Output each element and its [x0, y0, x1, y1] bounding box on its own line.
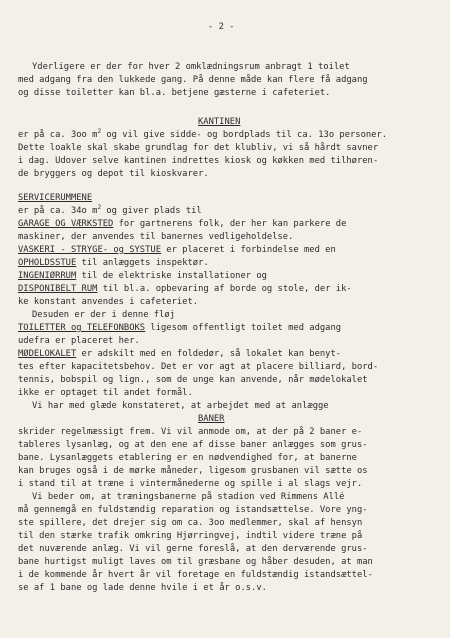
text-run: bane. Lysanlæggets etablering er en nødvendighed for, at banerne	[18, 453, 357, 463]
text-run: og vil give sidde- og bordplads til ca. 13o personer.	[101, 130, 388, 140]
text-line	[18, 206, 202, 217]
underlined-heading: KANTINEN	[198, 117, 241, 127]
text-run: bane hurtigst muligt laves om til græsbane og håber desuden, at man	[18, 557, 373, 567]
text-line	[18, 440, 368, 451]
text-line	[18, 544, 368, 555]
text-run: er på ca. 3oo m	[18, 130, 98, 140]
text-line	[18, 232, 293, 243]
text-line	[18, 88, 330, 99]
text-run: må gennemgå en fuldstændig reparation og istandsættelse. Vore yng-	[18, 505, 368, 515]
text-line	[32, 310, 175, 321]
text-line	[18, 156, 378, 167]
text-run: i de kommende år hvert år vil foretage en fuldstændig istandsættel-	[18, 570, 373, 580]
text-run: i stand til at træne i vintermånederne og spille i al slags vejr.	[18, 479, 363, 489]
underlined-heading: TOILETTER og TELEFONBOKS	[18, 323, 146, 333]
text-line	[18, 245, 336, 256]
text-run: for gartnerens folk, der her kan parkere de	[113, 219, 347, 229]
text-run: til de elektriske installationer og	[76, 271, 267, 281]
text-line	[198, 117, 240, 128]
text-line	[18, 505, 368, 516]
text-line	[18, 143, 378, 154]
text-line	[18, 375, 368, 386]
text-line	[18, 75, 368, 86]
text-line	[18, 349, 341, 360]
text-run: er på ca. 34o m	[18, 206, 98, 216]
text-line	[18, 466, 368, 477]
text-line	[18, 388, 193, 399]
text-line	[198, 414, 224, 425]
underlined-heading: GARAGE OG VÆRKSTED	[18, 219, 114, 229]
text-run: Desuden er der i denne fløj	[32, 310, 175, 320]
underlined-heading: MØDELOKALET	[18, 349, 77, 359]
text-run: med adgang fra den lukkede gang. På denne måde kan flere få adgang	[18, 75, 368, 85]
text-run: til anlæggets inspektør.	[76, 258, 209, 268]
underlined-heading: DISPONIBELT RUM	[18, 284, 98, 294]
text-line	[18, 130, 387, 141]
text-run: det nuværende anlæg. Vi vil gerne foreslå, at den derværende grus-	[18, 544, 368, 554]
text-line	[18, 284, 352, 295]
text-line	[18, 336, 140, 347]
text-line	[18, 518, 362, 529]
text-line	[18, 427, 362, 438]
text-run: er adskilt med en foldedør, så lokalet kan benyt-	[76, 349, 342, 359]
text-line	[18, 531, 362, 542]
text-run: er placeret i forbindelse med en	[161, 245, 336, 255]
text-run: de bryggers og depot til kioskvarer.	[18, 169, 209, 179]
text-line	[32, 401, 329, 412]
text-run: Vi har med glæde konstateret, at arbejdet med at anlægge	[32, 401, 329, 411]
text-run: tes efter kapacitetsbehov. Det er vor agt at placere billiard, bord-	[18, 362, 379, 372]
text-run: skrider regelmæssigt frem. Vi vil anmode om, at der på 2 baner e-	[18, 427, 363, 437]
underlined-heading: BANER	[198, 414, 225, 424]
text-run: Dette loakle skal skabe grundlag for det klubliv, vi så hårdt savner	[18, 143, 379, 153]
text-run: Vi beder om, at træningsbanerne på stadion ved Rimmens Allé	[32, 492, 345, 502]
text-line	[18, 297, 198, 308]
text-line	[32, 62, 350, 73]
text-line	[18, 362, 378, 373]
text-run: og disse toiletter kan bl.a. betjene gæsterne i cafeteriet.	[18, 88, 331, 98]
text-run: Yderligere er der for hver 2 omklædningsrum anbragt 1 toilet	[32, 62, 350, 72]
text-run: til den stærke trafik omkring Hjørringvej, indtil videre træne på	[18, 531, 363, 541]
text-line	[18, 570, 373, 581]
text-run: ligesom offentligt toilet med adgang	[145, 323, 342, 333]
text-run: udefra er placeret her.	[18, 336, 140, 346]
text-run: ke konstant anvendes i cafeteriet.	[18, 297, 199, 307]
text-line	[18, 271, 267, 282]
text-line	[18, 583, 267, 594]
superscript: 2	[97, 128, 102, 135]
text-run: tableres lysanlæg, og at den ene af disse baner anlægges som grus-	[18, 440, 368, 450]
text-line	[18, 323, 341, 334]
text-line	[32, 492, 344, 503]
text-line	[18, 169, 209, 180]
text-run: maskiner, der anvendes til banernes vedligeholdelse.	[18, 232, 294, 242]
text-run: kan bruges også i de mørke måneder, ligesom grusbanen vil sætte os	[18, 466, 368, 476]
text-run: se af 1 bane og lade denne hvile i et år o.s.v.	[18, 583, 267, 593]
text-run: ste spillere, det drejer sig om ca. 3oo medlemmer, skal af hensyn	[18, 518, 363, 528]
text-line	[18, 479, 362, 490]
text-line	[18, 258, 209, 269]
underlined-heading: INGENIØRRUM	[18, 271, 77, 281]
text-run: i dag. Udover selve kantinen indrettes kiosk og køkken med tilhøren-	[18, 156, 379, 166]
text-line	[18, 193, 92, 204]
text-line	[18, 557, 373, 568]
text-run: til bl.a. opbevaring af borde og stole, der ik-	[97, 284, 352, 294]
text-run: tennis, bobspil og lign., som de unge kan anvende, når mødelokalet	[18, 375, 368, 385]
underlined-heading: VASKERI - STRYGE- og SYSTUE	[18, 245, 161, 255]
page-number: - 2 -	[208, 22, 235, 32]
text-line	[18, 219, 346, 230]
text-run: ikke er optaget til andet formål.	[18, 388, 193, 398]
text-line	[18, 453, 357, 464]
underlined-heading: OPHOLDSSTUE	[18, 258, 77, 268]
underlined-heading: SERVICERUMMENE	[18, 193, 93, 203]
superscript: 2	[97, 204, 102, 211]
text-run: og giver plads til	[101, 206, 202, 216]
